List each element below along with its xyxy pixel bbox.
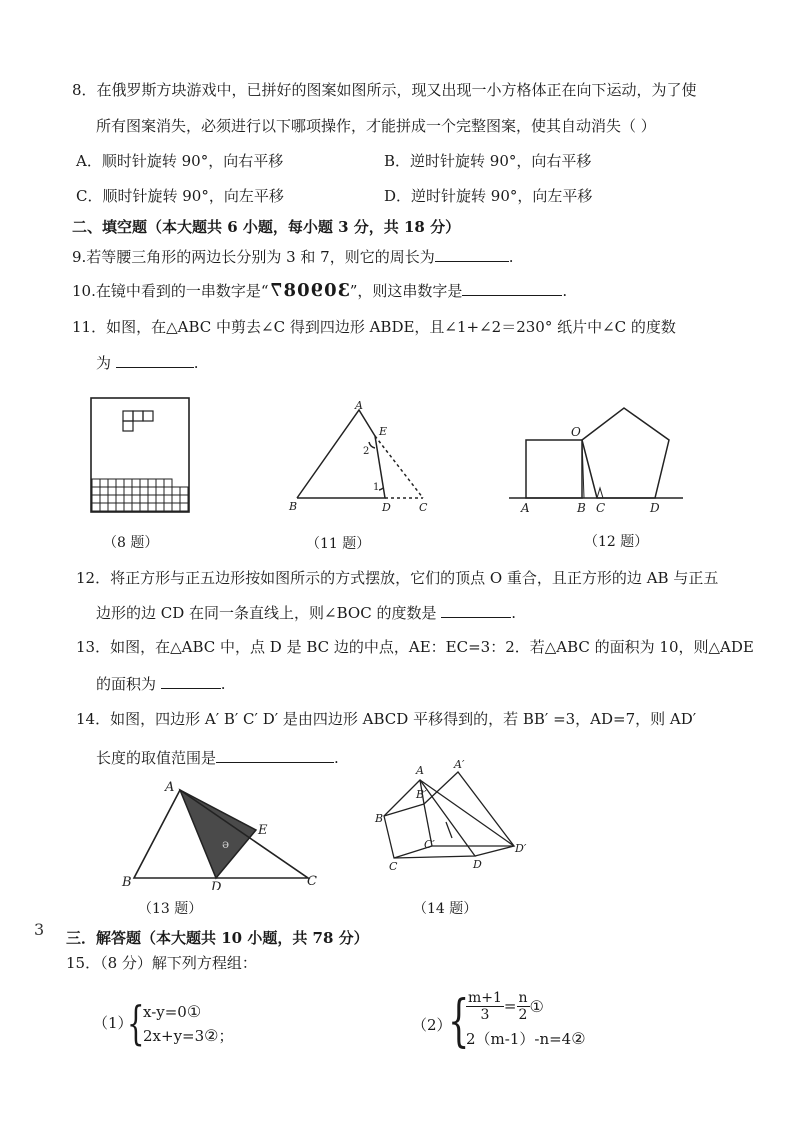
q9-text: 9.若等腰三角形的两边长分别为 3 和 7，则它的周长为: [72, 248, 435, 266]
q15-p1-circle2: ②: [204, 1026, 219, 1045]
figure-11-triangle: [285, 400, 435, 515]
figure-12-square-pentagon: [505, 398, 690, 518]
q12-line2-text: 边形的边 CD 在同一条直线上，则∠BOC 的度数是: [96, 604, 437, 622]
q15-p2-frac1-num: m+1: [468, 989, 502, 1006]
q15-p2-eq2: 2（m-1）-n=4: [466, 1030, 572, 1048]
fig11-angle-2: 2: [363, 446, 370, 457]
figure-14-translation: [372, 760, 542, 875]
q12-line2: [96, 603, 516, 623]
q12-end: .: [511, 604, 517, 622]
figure-8-tetris: [90, 397, 192, 515]
q13-line2-text: 的面积为: [96, 675, 157, 693]
fig13-label-e: E: [258, 823, 268, 838]
fig12-label-o: O: [571, 425, 581, 439]
q15-p2-frac2: [517, 990, 530, 1023]
q15-p2-frac1: [466, 990, 504, 1023]
q14-line2: [96, 748, 339, 768]
fig14-label-c: C: [389, 860, 398, 873]
section-3-heading: 三．解答题（本大题共 10 小题，共 78 分）: [66, 929, 369, 947]
q14-line1: 14．如图，四边形 A′ B′ C′ D′ 是由四边形 ABCD 平移得到的，若 BB′ =3，AD=7，则 AD′: [76, 710, 697, 728]
q10-end: .: [562, 282, 568, 300]
fig11-label-c: C: [419, 501, 428, 514]
fig14-label-d: D: [473, 858, 482, 871]
q14-answer-blank[interactable]: [216, 748, 334, 763]
q11-end: .: [193, 354, 199, 372]
q15-p1-eq2: 2x+y=3: [143, 1027, 205, 1045]
caption-fig13: （13 题）: [138, 901, 203, 917]
q9: [72, 247, 514, 267]
fig14-label-d-prime: D′: [515, 842, 527, 855]
fig14-label-b: B: [375, 812, 384, 825]
caption-fig8: （8 题）: [103, 535, 159, 551]
q10-mirrored-digits: 309087: [268, 280, 350, 301]
q15-p2-circle2: ②: [571, 1029, 586, 1048]
q11-answer-blank[interactable]: [116, 353, 194, 368]
q15-p2-frac2-num: n: [518, 989, 528, 1006]
fig14-label-c-prime: C′: [424, 838, 435, 851]
q10-answer-blank[interactable]: [462, 281, 562, 296]
q10-mid: ”，则这串数字是: [349, 282, 463, 300]
q15-p1-circle1: ①: [186, 1002, 202, 1021]
caption-fig14: （14 题）: [413, 901, 478, 917]
q12-answer-blank[interactable]: [441, 603, 511, 618]
q14-line2-text: 长度的取值范围是: [96, 749, 217, 767]
fig11-label-d: D: [382, 501, 391, 514]
q15-p1-eq1: x-y=0: [143, 1003, 187, 1021]
fig12-label-b: B: [577, 501, 586, 515]
q9-end: .: [508, 248, 514, 266]
caption-fig11: （11 题）: [306, 536, 371, 552]
q8-line2: 所有图案消失，必须进行以下哪项操作，才能拼成一个完整图案，使其自动消失（ ）: [96, 117, 656, 135]
figure-13-triangle: [118, 778, 328, 890]
fig13-label-d: D: [211, 880, 222, 890]
q13-answer-blank[interactable]: [161, 674, 221, 689]
q10-pre: 10.在镜中看到的一串数字是“: [72, 282, 269, 300]
fig12-label-a: A: [521, 501, 530, 515]
stray-mark: 3: [34, 920, 45, 939]
fig13-label-c: C: [307, 874, 317, 889]
q15-p1-brace: {: [127, 996, 145, 1050]
fig12-label-d: D: [650, 501, 660, 515]
q8-option-b: B．逆时针旋转 90°，向右平移: [384, 152, 592, 170]
section-2-heading: 二、填空题（本大题共 6 小题，每小题 3 分，共 18 分）: [72, 218, 461, 236]
fig11-label-b: B: [289, 500, 298, 513]
q12-line1: 12．将正方形与正五边形按如图所示的方式摆放，它们的顶点 O 重合，且正方形的边 AB 与正五: [76, 569, 719, 587]
caption-fig12: （12 题）: [584, 534, 649, 550]
fig12-label-c: C: [596, 501, 606, 515]
fig14-label-b-prime: B′: [416, 788, 427, 801]
q15-p2-label: （2）: [412, 1016, 452, 1034]
q14-end: .: [334, 749, 339, 767]
q9-answer-blank[interactable]: [435, 247, 509, 262]
fig11-label-a: A: [355, 400, 363, 412]
q8-option-a: A．顺时针旋转 90°，向右平移: [76, 152, 284, 170]
q11-line1: 11．如图，在△ABC 中剪去∠C 得到四边形 ABDE，且∠1+∠2＝230° 纸片中∠C 的度数: [72, 318, 676, 336]
q8-option-c: C．顺时针旋转 90°，向左平移: [76, 187, 284, 205]
q15-p1-label: （1）: [93, 1014, 133, 1032]
q10: [72, 281, 567, 301]
q11-line2-text: 为: [96, 354, 112, 372]
q13-line1: 13．如图，在△ABC 中，点 D 是 BC 边的中点，AE：EC=3：2．若△ABC 的面积为 10，则△ADE: [76, 638, 754, 656]
fig14-label-a-prime: A′: [454, 760, 465, 771]
q8-option-d: D．逆时针旋转 90°，向左平移: [384, 187, 593, 205]
fig13-label-b: B: [122, 875, 132, 890]
q15-p2-frac2-den: 2: [518, 1006, 528, 1023]
q15-p2-frac1-den: 3: [480, 1006, 490, 1023]
fig14-label-a: A: [416, 764, 424, 777]
q13-line2: [96, 674, 226, 694]
q13-end: .: [220, 675, 226, 693]
q15-p1-end: ；: [218, 1027, 234, 1045]
q8-line1: 8．在俄罗斯方块游戏中，已拼好的图案如图所示，现又出现一小方格体正在向下运动，为了使: [72, 81, 697, 99]
fig11-label-e: E: [379, 425, 388, 438]
q15-p2-circle1: ①: [529, 996, 544, 1016]
fig13-scribble: ə: [222, 837, 230, 851]
q11-line2: [96, 353, 199, 373]
q15-p2-brace: {: [448, 989, 470, 1054]
fig11-angle-1: 1: [373, 482, 380, 493]
q15-title: 15．（8 分）解下列方程组：: [66, 954, 257, 972]
fig13-label-a: A: [165, 780, 175, 795]
